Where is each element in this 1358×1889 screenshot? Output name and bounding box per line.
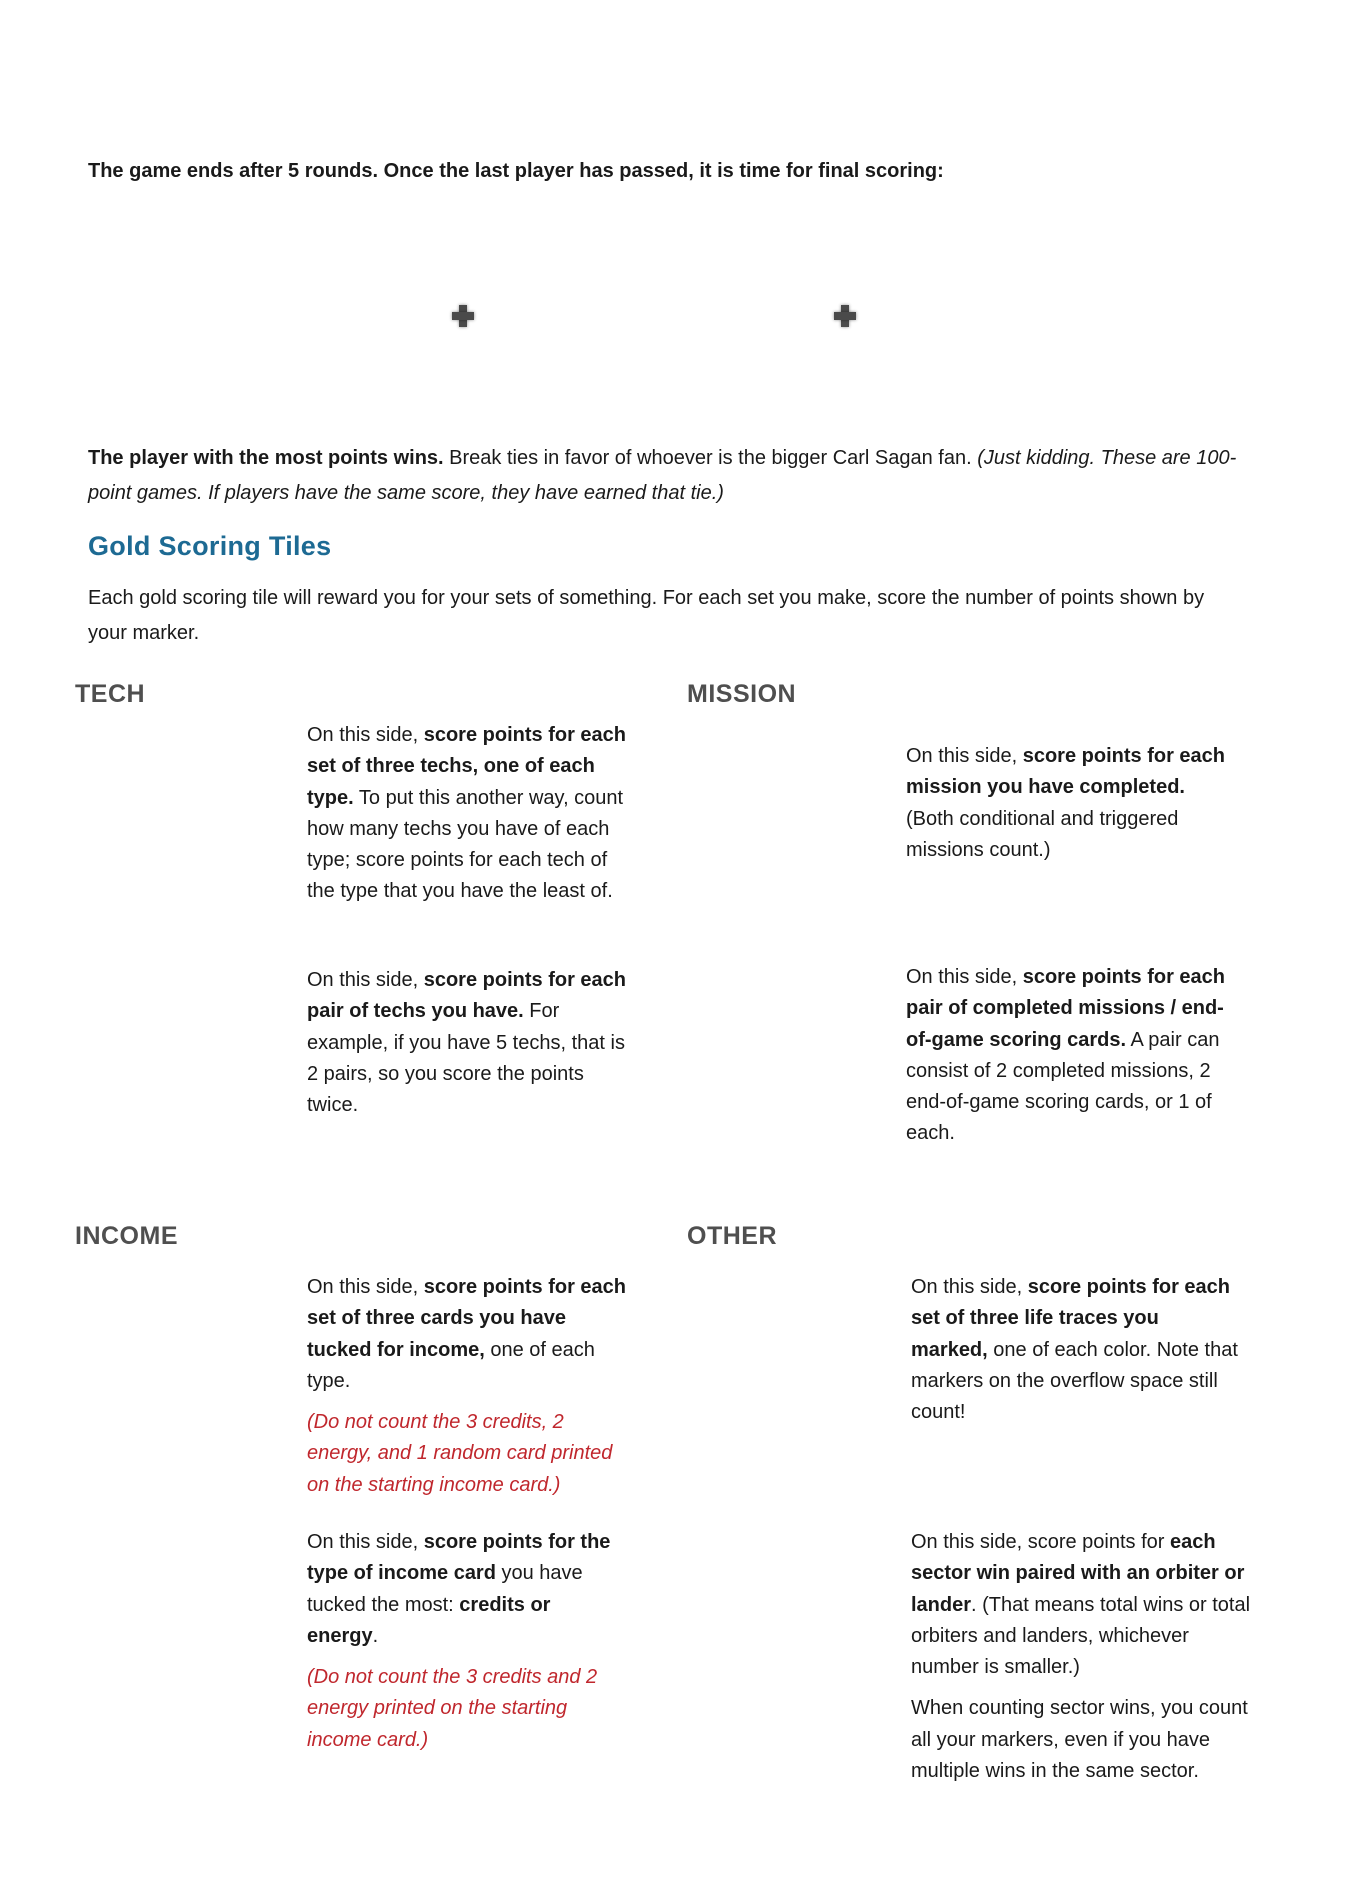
text-bold: score points for each set of three cards you have tucked for income, [307,1276,626,1361]
other-heading: OTHER [687,1222,777,1250]
tech-side-1 [307,720,627,908]
tech-side-2 [307,965,627,1121]
text: (Both conditional and triggered missions count.) [906,807,1179,861]
intro-text: The game ends after 5 rounds. Once the last player has passed, it is time for final scoring: [88,160,944,182]
text: For example, if you have 5 techs, that is 2 pairs, so you score the points twice. [307,1000,625,1117]
other-side-2 [911,1527,1256,1787]
winner-bold: The player with the most points wins. [88,447,444,469]
text: On this side, [307,1531,424,1553]
text: . (That means total wins or total orbiters and landers, whichever number is smaller.) [911,1593,1251,1679]
mission-side-1 [906,741,1236,866]
text: On this side, score points for [911,1531,1171,1553]
plus-icon [834,305,856,327]
other-side-2-extra: When counting sector wins, you count all your markers, even if you have multiple wins in the same sector. [911,1697,1248,1783]
text: A pair can consist of 2 completed missions, 2 end-of-game scoring cards, or 1 of each. [906,1028,1220,1145]
text-bold: score points for each set of three techs, one of each type. [307,724,626,809]
income-side-1 [307,1272,627,1501]
gold-description: Each gold scoring tile will reward you for your sets of something. For each set you make, score the number of points shown by your marker. [88,587,1205,644]
text: On this side, [906,745,1023,767]
income-side-2 [307,1527,627,1756]
text-bold: score points for each pair of techs you have. [307,969,626,1023]
text: On this side, [307,724,424,746]
tech-heading: TECH [75,680,146,708]
mission-heading: MISSION [687,680,797,708]
section-title: Gold Scoring Tiles [88,531,332,561]
text: On this side, [911,1276,1028,1298]
text-bold: score points for each pair of completed missions / end-of-game scoring cards. [906,966,1225,1051]
other-side-1 [911,1272,1241,1428]
text-bold: score points for each set of three life traces you marked, [911,1276,1230,1361]
winner-italic: (Just kidding. These are 100-point games. If players have the same score, they have earned that tie.) [88,447,1237,504]
income-heading: INCOME [75,1222,178,1250]
text-bold: score points for the type of income card [307,1531,611,1585]
text-bold: score points for each mission you have completed. [906,745,1225,799]
income-note-1: (Do not count the 3 credits, 2 energy, and 1 random card printed on the starting income card.) [307,1411,613,1496]
mission-side-2 [906,962,1246,1150]
text: To put this another way, count how many techs you have of each type; score points for each tech of the type that you have the least of. [307,786,624,903]
plus-icon [452,305,474,327]
text: On this side, [906,966,1023,988]
text: On this side, [307,1276,424,1298]
text: one of each type. [307,1338,595,1392]
winner-normal: Break ties in favor of whoever is the bigger Carl Sagan fan. [443,447,978,469]
text: one of each color. Note that markers on the overflow space still count! [911,1338,1238,1424]
text-bold: credits or energy [307,1593,551,1647]
text: you have tucked the most: [307,1562,583,1616]
income-note-2: (Do not count the 3 credits and 2 energy printed on the starting income card.) [307,1666,598,1751]
winner-paragraph [88,441,1248,511]
text: . [372,1624,379,1647]
text-bold: each sector win paired with an orbiter or lander [911,1531,1245,1616]
text: On this side, [307,969,424,991]
